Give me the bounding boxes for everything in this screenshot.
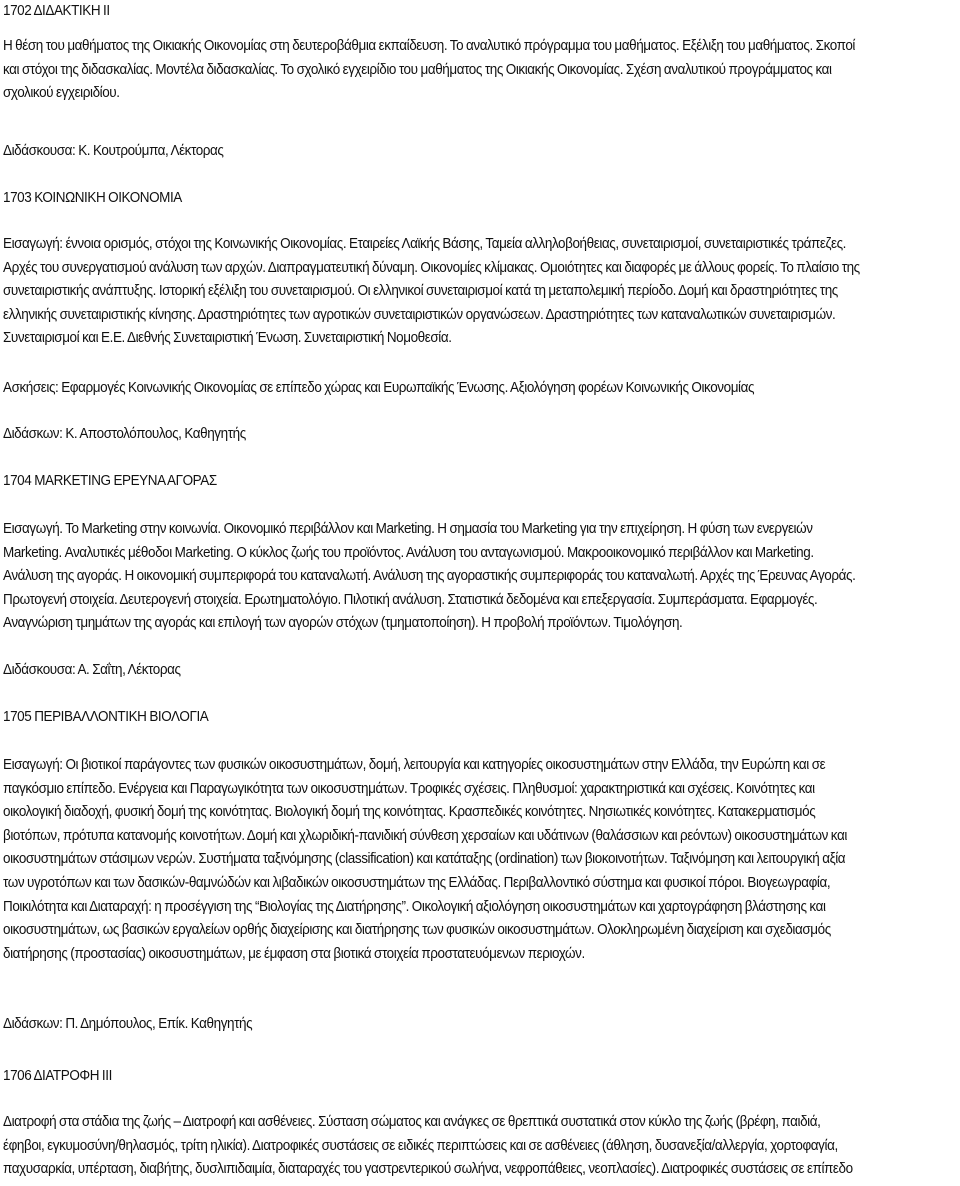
section-1703-instructor <box>3 423 888 447</box>
section-1705-heading <box>3 706 888 730</box>
section-1703-exercises <box>3 377 888 401</box>
body-line: και στόχοι της διδασκαλίας. Μοντέλα διδασκαλίας. Το σχολικό εγχειρίδιο του μαθήματος της Οικιακής Οικονομίας. Σχέση αναλυτικού προγράμματος και <box>3 61 832 78</box>
body-line: οικοσυστημάτων στάσιμων νερών. Συστήματα ταξινόμησης (classification) και κατάταξης (ordination) των βιοκοινοτήτων. Ταξινόμηση και λειτουργική αξία <box>3 851 846 868</box>
body-line: Διατροφή στα στάδια της ζωής – Διατροφή και ασθένειες. Σύσταση σώματος και ανάγκες σε θρεπτικά συστατικά στον κύκλο της ζωής (βρέφη, παιδιά, <box>3 1114 821 1130</box>
body-line: Marketing. Αναλυτικές μέθοδοι Marketing. Ο κύκλος ζωής του προϊόντος. Ανάλυση του ανταγωνισμού. Μακροοικονομικό περιβάλλον και Marketing. <box>3 544 814 561</box>
section-heading: 1706 ΔΙΑΤΡΟΦΗ ΙΙΙ <box>3 1068 112 1084</box>
section-heading: 1704 MARKETING ΕΡΕΥΝΑ ΑΓΟΡΑΣ <box>3 473 217 489</box>
body-line: οικολογική διαδοχή, φυσική δομή της κοινότητας. Βιολογική δομή της κοινότητας. Κρασπεδικές κοινότητες. Νησιωτικές κοινότητες. Κατακερματισμός <box>3 804 816 821</box>
section-1703-heading <box>3 187 888 211</box>
body-line: Εισαγωγή: Οι βιοτικοί παράγοντες των φυσικών οικοσυστημάτων, δομή, λειτουργία και κατηγορίες οικοσυστημάτων στην Ελλάδα, την Ευρώπη και σε <box>3 757 826 773</box>
section-heading: 1705 ΠΕΡΙΒΑΛΛΟΝΤΙΚΗ ΒΙΟΛΟΓΙΑ <box>3 709 209 725</box>
body-line: Η θέση του μαθήματος της Οικιακής Οικονομίας στη δευτεροβάθμια εκπαίδευση. Το αναλυτικό πρόγραμμα του μαθήματος. Εξέλιξη του μαθήματος. Σκοποί <box>3 38 855 54</box>
section-heading: 1703 ΚΟΙΝΩΝΙΚΗ ΟΙΚΟΝΟΜΙΑ <box>3 190 182 206</box>
body-line: παχυσαρκία, υπέρταση, διαβήτης, δυσλιπιδαιμία, διαταραχές του γαστρεντερικού σωλήνα, νεφροπάθειες, νεοπλασίες). Διατροφικές συστάσεις σε επίπεδο <box>3 1161 853 1178</box>
instructor-line: Διδάσκων: Κ. Αποστολόπουλος, Καθηγητής <box>3 426 246 442</box>
body-line: Αρχές του συνεργατισμού ανάλυση των αρχών. Διαπραγματευτική δύναμη. Οικονομίες κλίμακας. Ομοιότητες και διαφορές με άλλους φορείς. Το πλαίσιο της <box>3 259 860 276</box>
body-line: βιοτόπων, πρότυπα κατανομής κοινοτήτων. Δομή και χλωριδική-πανιδική σύνθεση χερσαίων και υδάτινων (θαλάσσιων και ρεόντων) οικοσυστημάτων και <box>3 827 847 844</box>
section-1704-heading <box>3 470 888 494</box>
section-1702-body <box>3 35 888 106</box>
body-line: έφηβοι, εγκυμοσύνη/θηλασμός, τρίτη ηλικία). Διατροφικές συστάσεις σε ειδικές περιπτώσεις και σε ασθένειες (άθληση, δυσανεξία/αλλεργία, χορτοφαγία, <box>3 1137 838 1154</box>
body-line: Συνεταιρισμοί και Ε.Ε. Διεθνής Συνεταιριστική Ένωση. Συνεταιριστική Νομοθεσία. <box>3 330 452 347</box>
section-1705-instructor <box>3 1013 888 1037</box>
body-line: οικοσυστημάτων, ως βασικών εργαλείων ορθής διαχείρισης και διατήρησης των φυσικών οικοσυστημάτων. Ολοκληρωμένη διαχείριση και σχεδιασμός <box>3 922 831 939</box>
body-line: των υγροτόπων και των δασικών-θαμνώδών και λιβαδικών οικοσυστημάτων της Ελλάδας. Περιβαλλοντικό σύστημα και φυσικοί πόροι. Βιογεωγραφία, <box>3 874 831 891</box>
instructor-line: Διδάσκουσα: Κ. Κουτρούμπα, Λέκτορας <box>3 143 224 159</box>
section-1703-body <box>3 233 888 351</box>
body-line: Εισαγωγή. Το Marketing στην κοινωνία. Οικονομικό περιβάλλον και Marketing. Η σημασία του Marketing για την επιχείρηση. Η φύση των ενεργειών <box>3 521 813 537</box>
instructor-line: Διδάσκουσα: Α. Σαΐτη, Λέκτορας <box>3 662 181 678</box>
section-1706-body <box>3 1111 888 1182</box>
exercises-line: Ασκήσεις: Εφαρμογές Κοινωνικής Οικονομίας σε επίπεδο χώρας και Ευρωπαϊκής Ένωσης. Αξιολόγηση φορέων Κοινωνικής Οικονομίας <box>3 380 755 396</box>
section-1704-instructor <box>3 659 888 683</box>
body-line: σχολικού εγχειριδίου. <box>3 85 120 102</box>
body-line: Εισαγωγή: έννοια ορισμός, στόχοι της Κοινωνικής Οικονομίας. Εταιρείες Λαϊκής Βάσης, Ταμεία αλληλοβοήθειας, συνεταιρισμοί, συνεταιριστικές τράπεζες. <box>3 236 847 252</box>
section-1706-heading <box>3 1065 888 1089</box>
body-line: παγκόσμιο επίπεδο. Ενέργεια και Παραγωγικότητα των οικοσυστημάτων. Τροφικές σχέσεις. Πληθυσμοί: χαρακτηριστικά και σχέσεις. Κοινότητες και <box>3 780 815 797</box>
body-line: συνεταιριστικής ανάπτυξης. Ιστορική εξέλιξη του συνεταιρισμού. Οι ελληνικοί συνεταιρισμοί κατά τη μεταπολεμική περίοδο. Δομή και δραστηριότητες της <box>3 283 838 300</box>
body-line: Αναγνώριση τμημάτων της αγοράς και επιλογή των αγορών στόχων (τμηματοποίηση). Η προβολή προϊόντων. Τιμολόγηση. <box>3 615 683 632</box>
body-line: Ανάλυση της αγοράς. Η οικονομική συμπεριφορά του καταναλωτή. Ανάλυση της αγοραστικής συμπεριφοράς του καταναλωτή. Αρχές της Έρευνας Αγοράς. <box>3 568 856 585</box>
section-heading: 1702 ΔΙΔΑΚΤΙΚΗ ΙΙ <box>3 3 110 19</box>
body-line: ελληνικής συνεταιριστικής κίνησης. Δραστηριότητες των αγροτικών συνεταιριστικών οργανώσεων. Δραστηριότητες των καταναλωτικών συνεταιρισμών. <box>3 306 836 323</box>
section-1702-instructor <box>3 140 888 164</box>
body-line: Πρωτογενή στοιχεία. Δευτερογενή στοιχεία. Ερωτηματολόγιο. Πιλοτική ανάλυση. Στατιστικά δεδομένα και επεξεργασία. Συμπεράσματα. Εφαρμογές. <box>3 591 818 608</box>
section-1702-heading <box>3 0 888 24</box>
section-1704-body <box>3 518 888 636</box>
body-line: διατήρησης (προστασίας) οικοσυστημάτων, με έμφαση στα βιοτικά στοιχεία προστατευόμενων περιοχών. <box>3 945 585 962</box>
body-line: Ποικιλότητα και Διαταραχή: η προσέγγιση της “Βιολογίας της Διατήρησης”. Οικολογική αξιολόγηση οικοσυστημάτων και χαρτογράφηση βλάστησης και <box>3 898 826 915</box>
instructor-line: Διδάσκων: Π. Δημόπουλος, Επίκ. Καθηγητής <box>3 1016 253 1032</box>
section-1705-body <box>3 754 888 966</box>
